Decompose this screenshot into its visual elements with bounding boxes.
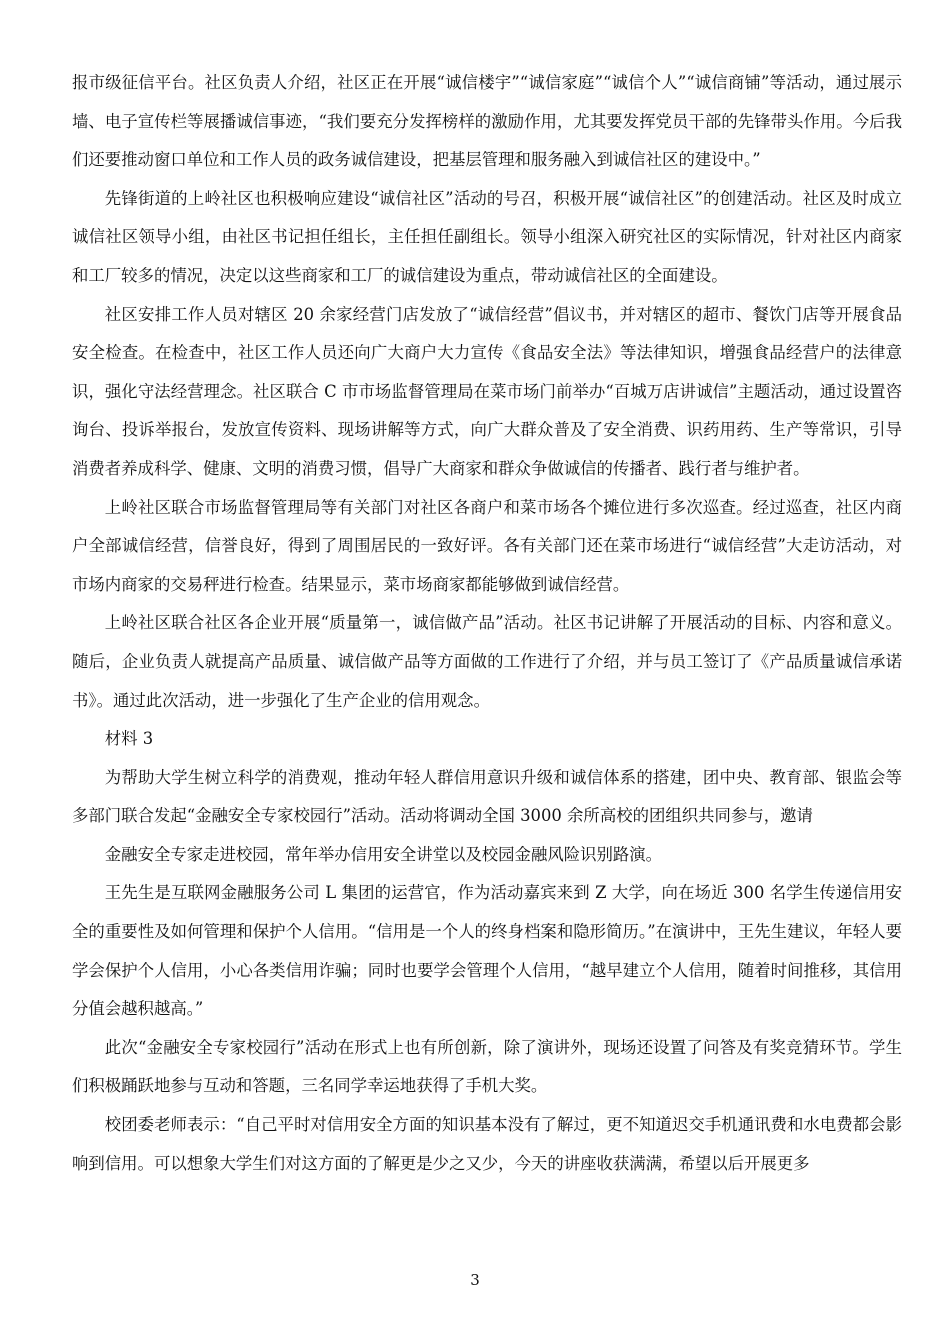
paragraph-teacher-comment: 校团委老师表示：“自己平时对信用安全方面的知识基本没有了解过，更不知道迟交手机通讯费和水电费都会影响到信用。可以想象大学生们对这方面的了解更是少之又少，今天的讲座收获满满，希望以后开展更多 (72, 1115, 902, 1173)
paragraph-quality-first: 上岭社区联合社区各企业开展“质量第一，诚信做产品”活动。社区书记讲解了开展活动的目标、内容和意义。随后，企业负责人就提高产品质量、诚信做产品等方面做的工作进行了介绍，并与员工签订了《产品质量诚信承诺书》。通过此次活动，进一步强化了生产企业的信用观念。 (72, 613, 902, 710)
paragraph-mr-wang: 王先生是互联网金融服务公司 L 集团的运营官，作为活动嘉宾来到 Z 大学，向在场近 300 名学生传递信用安全的重要性及如何管理和保护个人信用。“信用是一个人的终身档案和隐形简历。”在演讲中，王先生建议，年轻人要学会保护个人信用，小心各类信用诈骗；同时也要学会管理个人信用，“越早建立个人信用，随着时间推移，其信用分值会越积越高。” (72, 883, 902, 1019)
section-heading-material-3: 材料 3 (104, 729, 154, 749)
paragraph-activity-innovation: 此次“金融安全专家校园行”活动在形式上也有所创新，除了演讲外，现场还设置了问答及有奖竞猜环节。学生们积极踊跃地参与互动和答题，三名同学幸运地获得了手机大奖。 (72, 1037, 902, 1096)
paragraph-campus-finance-cont: 金融安全专家走进校园，常年举办信用安全讲堂以及校园金融风险识别路演。 (104, 844, 663, 864)
paragraph-continuation: 报市级征信平台。社区负责人介绍，社区正在开展“诚信楼宇”“诚信家庭”“诚信个人”“诚信商铺”等活动，通过展示墙、电子宣传栏等展播诚信事迹，“我们要充分发挥榜样的激励作用，尤其要发挥党员干部的先锋带头作用。今后我们还要推动窗口单位和工作人员的政务诚信建设，把基层管理和服务融入到诚信社区的建设中。” (72, 73, 902, 170)
page-number: 3 (470, 1271, 480, 1289)
paragraph-market-inspection: 上岭社区联合市场监督管理局等有关部门对社区各商户和菜市场各个摊位进行多次巡查。经过巡查，社区内商户全部诚信经营，信誉良好，得到了周围居民的一致好评。各有关部门还在菜市场进行“诚信经营”大走访活动，对市场内商家的交易秤进行检查。结果显示，菜市场商家都能够做到诚信经营。 (72, 497, 902, 594)
paragraph-food-safety: 社区安排工作人员对辖区 20 余家经营门店发放了“诚信经营”倡议书，并对辖区的超市、餐饮门店等开展食品安全检查。在检查中，社区工作人员还向广大商户大力宣传《食品安全法》等法律知识，增强食品经营户的法律意识，强化守法经营理念。社区联合 C 市市场监督管理局在菜市场门前举办“百城万店讲诚信”主题活动，通过设置咨询台、投诉举报台，发放宣传资料、现场讲解等方式，向广大群众普及了安全消费、识药用药、生产等常识，引导消费者养成科学、健康、文明的消费习惯，倡导广大商家和群众争做诚信的传播者、践行者与维护者。 (72, 304, 902, 478)
paragraph-shangling-community: 先锋街道的上岭社区也积极响应建设“诚信社区”活动的号召，积极开展“诚信社区”的创建活动。社区及时成立诚信社区领导小组，由社区书记担任组长，主任担任副组长。领导小组深入研究社区的实际情况，针对社区内商家和工厂较多的情况，决定以这些商家和工厂的诚信建设为重点，带动诚信社区的全面建设。 (72, 188, 902, 285)
paragraph-campus-finance: 为帮助大学生树立科学的消费观，推动年轻人群信用意识升级和诚信体系的搭建，团中央、教育部、银监会等多部门联合发起“金融安全专家校园行”活动。活动将调动全国 3000 余所高校的团组织共同参与，邀请 (72, 767, 902, 826)
document-body (72, 64, 902, 1183)
